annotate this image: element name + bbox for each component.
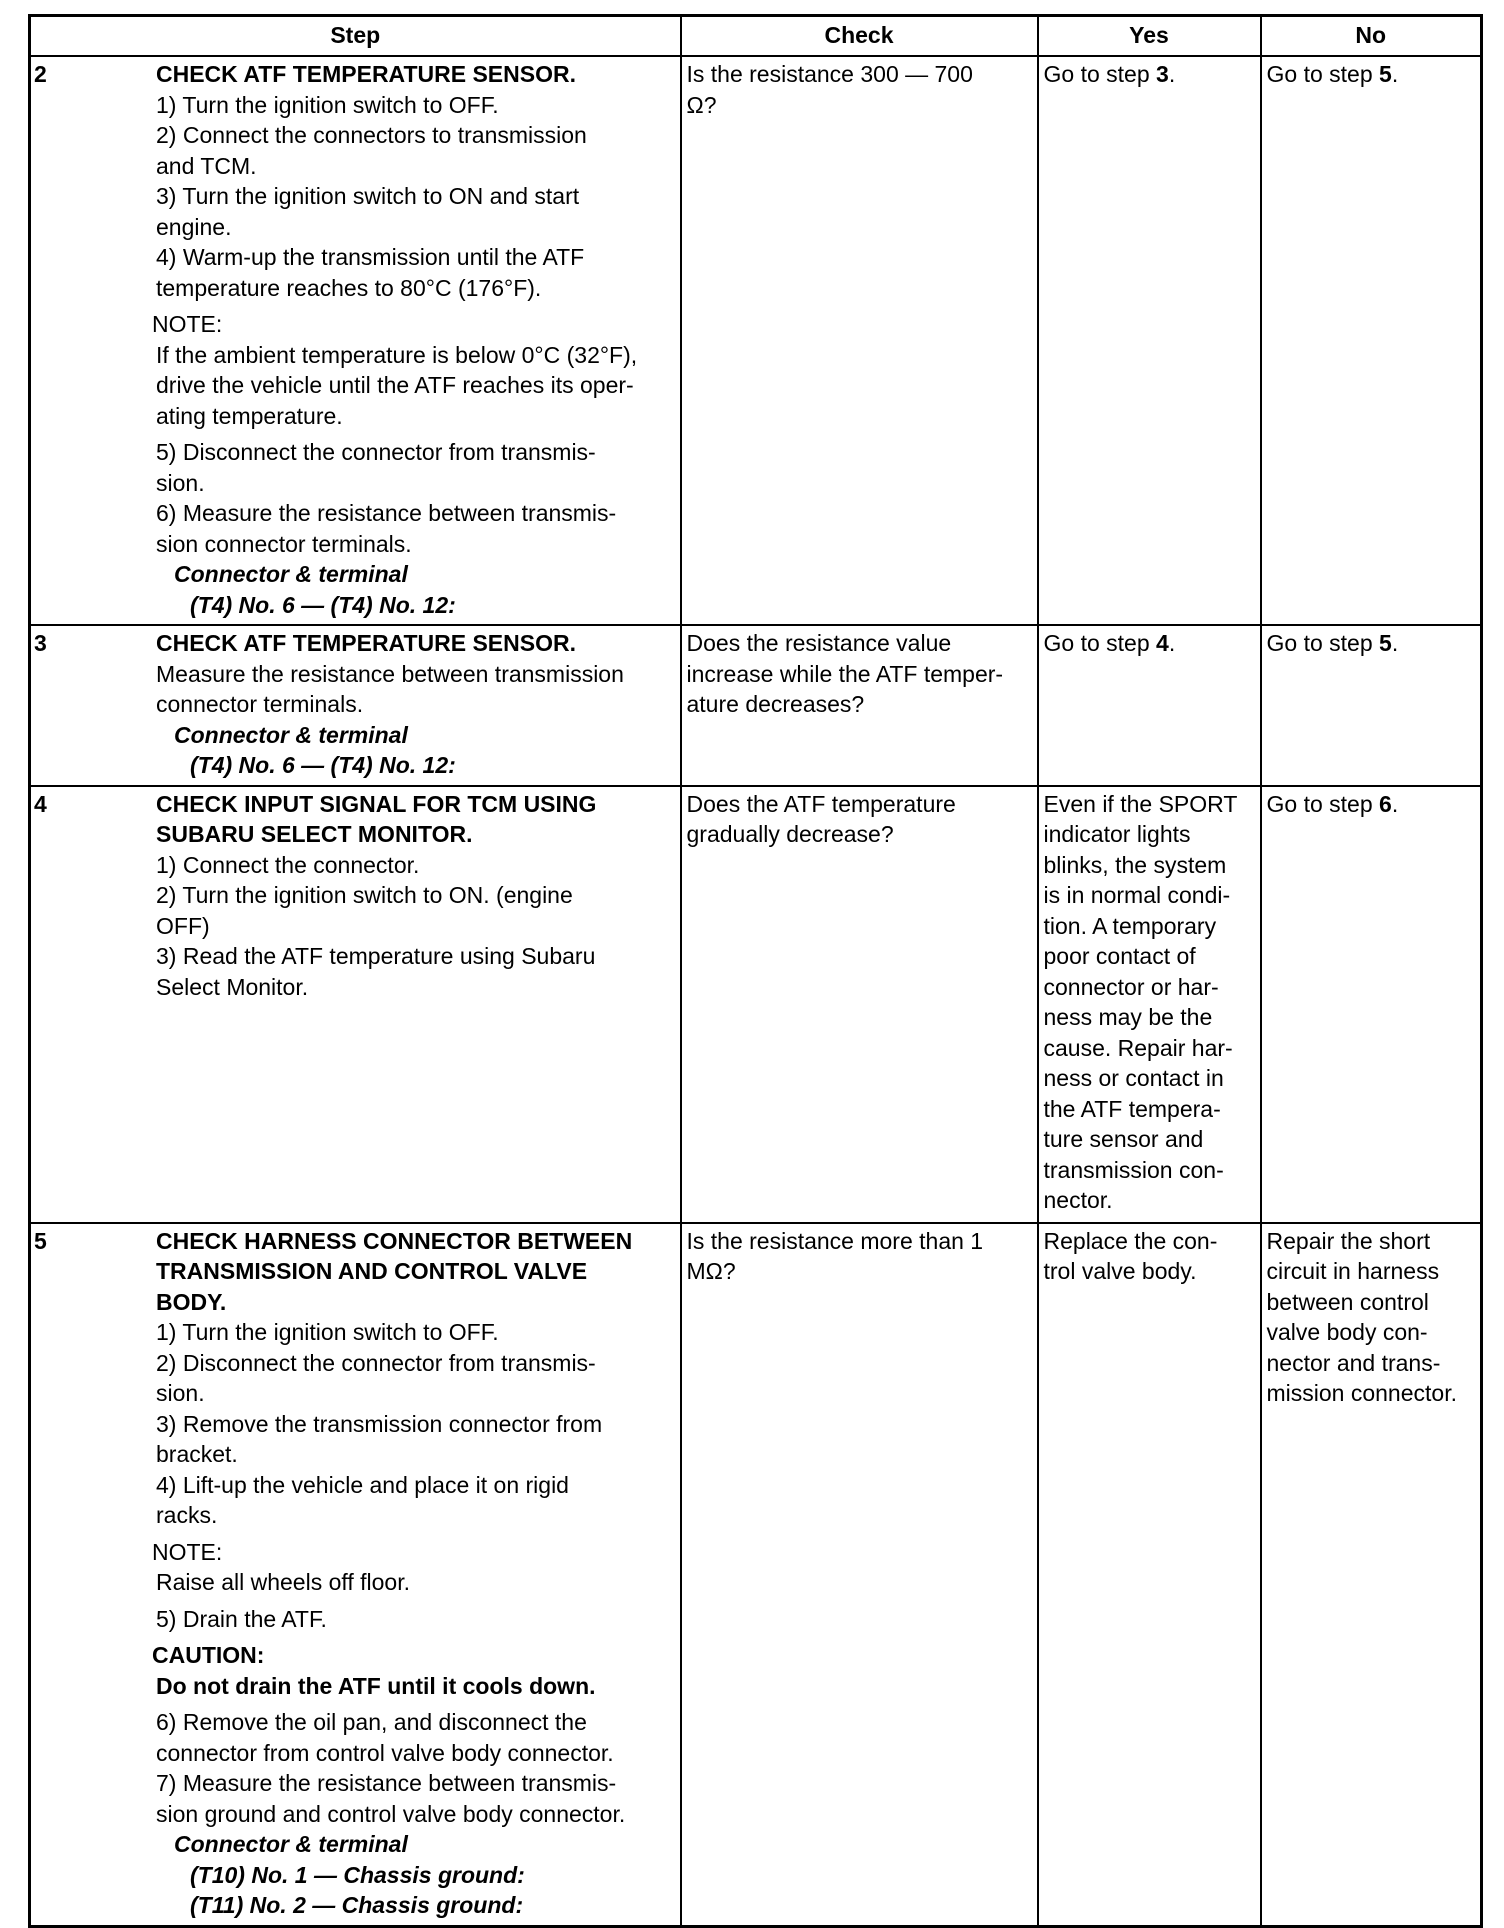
step-number: 3 — [34, 630, 47, 656]
instruction-line: 7) Measure the resistance between transmis- — [156, 1770, 617, 1796]
yes-line: blinks, the system — [1043, 851, 1227, 878]
connector-heading: Connector & terminal — [174, 1831, 408, 1857]
header-step: Step — [30, 16, 681, 57]
yes-line: tion. A temporary — [1043, 912, 1217, 939]
instruction-line: 1) Turn the ignition switch to OFF. — [156, 1319, 499, 1345]
note-line: ating temperature. — [156, 402, 343, 429]
connector-terminal: (T4) No. 6 — (T4) No. 12: — [190, 591, 456, 618]
step-number: 2 — [34, 61, 47, 87]
no-cell: Go to step 5. — [1261, 56, 1482, 625]
check-line: Is the resistance more than 1 — [686, 1227, 984, 1254]
connector-terminal: (T10) No. 1 — Chassis ground: — [190, 1861, 525, 1888]
yes-cell: Go to step 3. — [1038, 56, 1261, 625]
yes-text: Go to step — [1043, 61, 1157, 87]
yes-line: trol valve body. — [1043, 1258, 1197, 1284]
instruction-line: 1) Connect the connector. — [156, 851, 420, 878]
connector-heading: Connector & terminal — [174, 721, 408, 748]
instruction-line: 2) Disconnect the connector from transmis- — [156, 1349, 596, 1376]
check-line: MΩ? — [686, 1258, 736, 1284]
instruction-line: sion ground and control valve body connector. — [156, 1800, 626, 1827]
note-heading: NOTE: — [152, 1538, 223, 1565]
yes-line: ture sensor and — [1043, 1126, 1204, 1152]
yes-line: ness or contact in — [1043, 1065, 1224, 1091]
caution-heading: CAUTION: — [152, 1642, 265, 1668]
instruction-line: 3) Remove the transmission connector from — [156, 1410, 603, 1437]
note-heading: NOTE: — [152, 311, 223, 337]
no-line: valve body con- — [1266, 1319, 1428, 1345]
table-row-step-4 — [30, 786, 1482, 1223]
instruction-line: connector from control valve body connector. — [156, 1739, 614, 1766]
instruction-line: 5) Disconnect the connector from transmis- — [156, 439, 596, 465]
step-instructions — [154, 1224, 680, 1925]
no-text: Go to step — [1266, 61, 1380, 87]
check-line: Does the resistance value — [686, 630, 952, 656]
yes-cell — [1038, 1223, 1261, 1927]
instruction-line: 2) Turn the ignition switch to ON. (engine — [156, 882, 573, 908]
header-row — [30, 16, 1482, 57]
yes-cell — [1038, 786, 1261, 1223]
yes-line: cause. Repair har- — [1043, 1034, 1233, 1061]
yes-line: transmission con- — [1043, 1156, 1224, 1183]
instruction-line: 6) Measure the resistance between transmis- — [156, 500, 617, 526]
no-cell: Go to step 6. — [1261, 786, 1482, 1223]
connector-heading: Connector & terminal — [174, 561, 408, 587]
instruction-line: sion. — [156, 1380, 205, 1406]
check-line: ature decreases? — [686, 691, 865, 717]
step-cell — [30, 786, 681, 1223]
note-line: If the ambient temperature is below 0°C (32°F), — [156, 341, 638, 368]
diagnostic-table — [28, 14, 1483, 1928]
table-row-step-3 — [30, 625, 1482, 786]
step-cell — [30, 56, 681, 625]
instruction-line: 4) Lift-up the vehicle and place it on rigid — [156, 1471, 569, 1498]
step-cell — [30, 625, 681, 786]
step-instructions — [154, 787, 680, 1007]
header-check: Check — [681, 16, 1038, 57]
check-line: increase while the ATF temper- — [686, 660, 1004, 687]
step-number: 5 — [34, 1227, 47, 1254]
check-line: Is the resistance 300 — 700 — [686, 61, 973, 87]
instruction-line: temperature reaches to 80°C (176°F). — [156, 274, 542, 301]
connector-terminal: (T4) No. 6 — (T4) No. 12: — [190, 752, 456, 778]
yes-line: the ATF tempera- — [1043, 1095, 1221, 1122]
check-cell — [681, 625, 1038, 786]
no-step-ref: 5 — [1379, 61, 1392, 87]
no-line: Repair the short — [1266, 1227, 1431, 1254]
instruction-line: 4) Warm-up the transmission until the ATF — [156, 244, 585, 270]
instruction-line: 1) Turn the ignition switch to OFF. — [156, 91, 499, 118]
instruction-line: 2) Connect the connectors to transmission — [156, 122, 587, 148]
instruction-line: bracket. — [156, 1441, 238, 1467]
yes-text: Go to step — [1043, 630, 1157, 656]
yes-line: nector. — [1043, 1187, 1113, 1213]
check-cell — [681, 786, 1038, 1223]
yes-step-ref: 4 — [1156, 630, 1169, 656]
step-number: 4 — [34, 790, 47, 817]
no-cell: Go to step 5. — [1261, 625, 1482, 786]
instruction-line: 3) Read the ATF temperature using Subaru — [156, 943, 596, 969]
no-line: between control — [1266, 1288, 1429, 1315]
check-cell — [681, 56, 1038, 625]
check-cell — [681, 1223, 1038, 1927]
instruction-line: Select Monitor. — [156, 973, 309, 1000]
header-yes: Yes — [1038, 16, 1261, 57]
no-line: circuit in harness — [1266, 1258, 1440, 1284]
instruction-line: 5) Drain the ATF. — [156, 1605, 327, 1632]
instruction-line: 6) Remove the oil pan, and disconnect the — [156, 1709, 587, 1735]
step-title: CHECK HARNESS CONNECTOR BETWEEN — [156, 1227, 633, 1254]
no-step-ref: 6 — [1379, 790, 1392, 817]
yes-cell: Go to step 4. — [1038, 625, 1261, 786]
yes-line: is in normal condi- — [1043, 882, 1231, 908]
header-no: No — [1261, 16, 1482, 57]
instruction-line: connector terminals. — [156, 691, 364, 717]
caution-line: Do not drain the ATF until it cools down. — [156, 1672, 596, 1699]
check-line: Ω? — [686, 91, 717, 118]
yes-line: indicator lights — [1043, 821, 1191, 847]
step-title: CHECK ATF TEMPERATURE SENSOR. — [156, 630, 576, 656]
check-line: gradually decrease? — [686, 821, 894, 847]
yes-line: poor contact of — [1043, 943, 1196, 969]
yes-line: Replace the con- — [1043, 1227, 1218, 1254]
instruction-line: racks. — [156, 1502, 218, 1528]
instruction-line: and TCM. — [156, 152, 257, 179]
step-title: SUBARU SELECT MONITOR. — [156, 821, 473, 847]
instruction-line: sion. — [156, 469, 205, 496]
instruction-line: sion connector terminals. — [156, 530, 412, 557]
yes-step-ref: 3 — [1156, 61, 1169, 87]
step-title: BODY. — [156, 1288, 227, 1315]
table-row-step-5 — [30, 1223, 1482, 1927]
table-row-step-2 — [30, 56, 1482, 625]
yes-line: ness may be the — [1043, 1004, 1213, 1030]
no-line: mission connector. — [1266, 1380, 1457, 1406]
no-text: Go to step — [1266, 790, 1380, 817]
step-title: TRANSMISSION AND CONTROL VALVE — [156, 1258, 588, 1284]
instruction-line: OFF) — [156, 912, 210, 939]
step-instructions — [154, 626, 680, 785]
instruction-line: Measure the resistance between transmission — [156, 660, 624, 687]
no-line: nector and trans- — [1266, 1349, 1441, 1376]
step-title: CHECK ATF TEMPERATURE SENSOR. — [156, 61, 576, 87]
step-cell — [30, 1223, 681, 1927]
check-line: Does the ATF temperature — [686, 790, 956, 817]
step-instructions — [154, 57, 680, 624]
instruction-line: 3) Turn the ignition switch to ON and start — [156, 183, 580, 209]
step-title: CHECK INPUT SIGNAL FOR TCM USING — [156, 790, 597, 817]
no-step-ref: 5 — [1379, 630, 1392, 656]
no-cell — [1261, 1223, 1482, 1927]
yes-line: Even if the SPORT — [1043, 790, 1238, 817]
instruction-line: engine. — [156, 213, 232, 240]
no-text: Go to step — [1266, 630, 1380, 656]
yes-line: connector or har- — [1043, 973, 1219, 1000]
connector-terminal: (T11) No. 2 — Chassis ground: — [190, 1892, 524, 1918]
note-line: drive the vehicle until the ATF reaches its oper- — [156, 372, 634, 398]
note-line: Raise all wheels off floor. — [156, 1569, 410, 1595]
